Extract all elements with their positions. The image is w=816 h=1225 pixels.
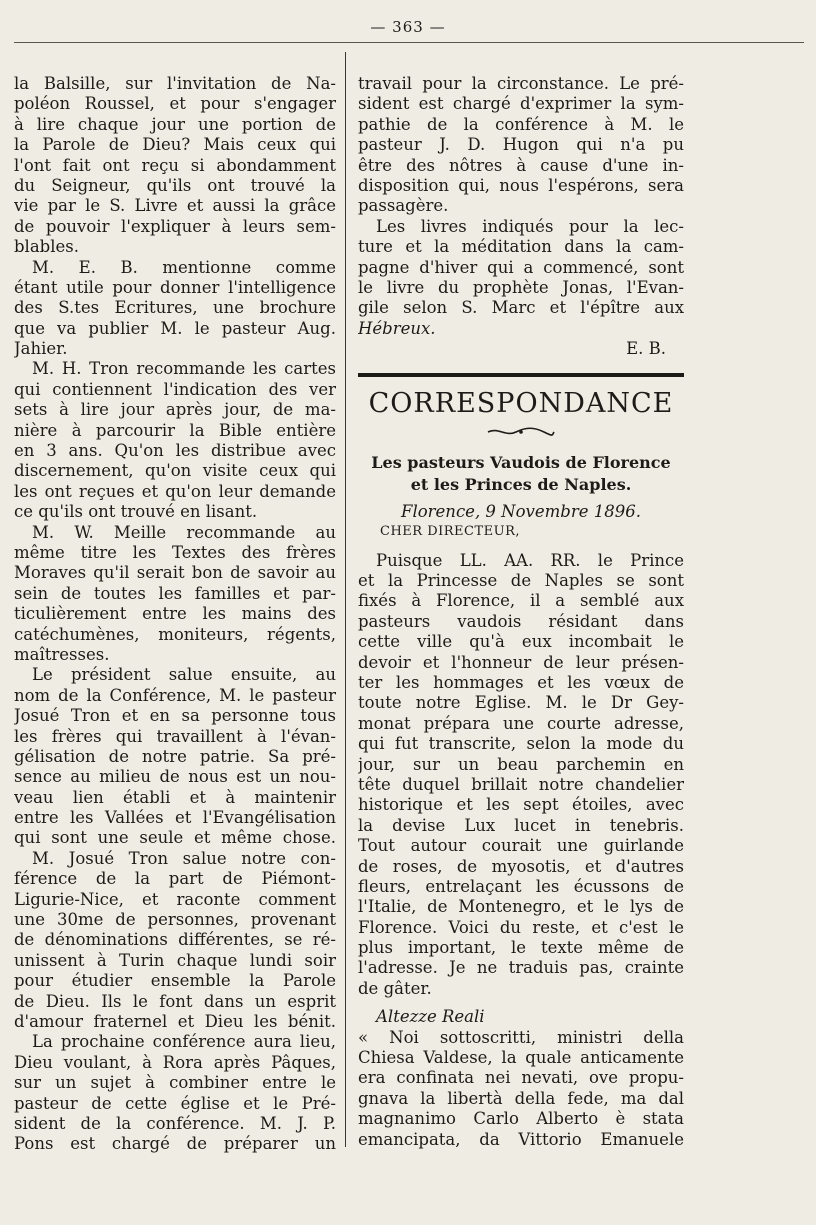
text-line: la Parole de Dieu? Mais ceux qui bbox=[14, 135, 336, 155]
text-line: sur un sujet à combiner entre le bbox=[14, 1073, 336, 1093]
text-line: qui sont une seule et même chose. bbox=[14, 828, 336, 848]
text-line: une 30me de personnes, provenant bbox=[14, 910, 336, 930]
text-line: disposition qui, nous l'espérons, sera bbox=[358, 175, 684, 195]
text-line: sein de toutes les familles et par- bbox=[14, 583, 336, 603]
text-line: de dénominations différentes, se ré- bbox=[14, 930, 336, 950]
text-line: de gâter. bbox=[358, 978, 432, 998]
text-line: les ont reçues et qu'on leur demande bbox=[14, 481, 336, 501]
text-line: en 3 ans. Qu'on les distribue avec bbox=[14, 441, 336, 461]
text-line: Florence. Voici du reste, et c'est le bbox=[358, 917, 684, 937]
text-line: être des nôtres à cause d'une in- bbox=[358, 155, 684, 175]
text-line: tête duquel brillait notre chandelier bbox=[358, 774, 684, 794]
right-column bbox=[358, 74, 684, 1150]
text-line: passagère. bbox=[358, 196, 449, 216]
text-line: M. W. Meille recommande au bbox=[32, 522, 336, 542]
text-line: cette ville qu'à eux incombait le bbox=[358, 632, 684, 652]
section-title: CORRESPONDANCE bbox=[368, 388, 674, 420]
text-line: qui contiennent l'indication des ver bbox=[14, 379, 336, 399]
flourish-ornament bbox=[358, 423, 684, 443]
text-line: l'Italie, de Montenegro, et le lys de bbox=[358, 897, 684, 917]
text-line: Le président salue ensuite, au bbox=[32, 665, 336, 685]
text-line: gélisation de notre patrie. Sa pré- bbox=[14, 746, 336, 766]
article-title: et les Princes de Naples. bbox=[410, 474, 632, 494]
text-line: ter les hommages et les vœux de bbox=[358, 673, 684, 692]
text-line: M. Josué Tron salue notre con- bbox=[32, 848, 336, 868]
page-number: — 363 — bbox=[370, 18, 446, 36]
text-line: Tout autour courait une guirlande bbox=[358, 836, 684, 856]
text-line: pasteurs vaudois résidant dans bbox=[358, 611, 684, 631]
text-line: Hébreux. bbox=[358, 318, 436, 338]
text-line: nom de la Conférence, M. le pasteur bbox=[14, 685, 336, 705]
left-column bbox=[14, 74, 336, 1155]
text-line: et la Princesse de Naples se sont bbox=[358, 571, 684, 591]
text-line: La prochaine conférence aura lieu, bbox=[32, 1032, 336, 1052]
text-line: la devise Lux lucet in tenebris. bbox=[358, 815, 684, 835]
text-line: que va publier M. le pasteur Aug. bbox=[14, 318, 336, 338]
text-line: Moraves qu'il serait bon de savoir au bbox=[14, 563, 336, 583]
text-line: la Balsille, sur l'invitation de Na- bbox=[14, 74, 336, 93]
text-line: era confinata nei nevati, ove propu- bbox=[358, 1068, 684, 1088]
text-line: vie par le S. Livre et aussi la grâce bbox=[14, 196, 336, 216]
text-line: veau lien établi et à maintenir bbox=[14, 787, 336, 807]
text-line: qui fut transcrite, selon la mode du bbox=[358, 734, 684, 754]
text-line: pasteur de cette église et le Pré- bbox=[14, 1093, 336, 1113]
text-line: Josué Tron et en sa personne tous bbox=[14, 706, 336, 726]
text-line: historique et les sept étoiles, avec bbox=[358, 795, 684, 815]
text-line: étant utile pour donner l'intelligence bbox=[14, 277, 336, 297]
text-line: « Noi sottoscritti, ministri della bbox=[358, 1027, 684, 1047]
text-line: plus important, le texte même de bbox=[358, 938, 684, 958]
text-line: des S.tes Ecritures, une brochure bbox=[14, 298, 336, 318]
text-line: gnava la libertà della fede, ma dal bbox=[358, 1088, 684, 1108]
text-line: nière à parcourir la Bible entière bbox=[14, 420, 336, 440]
text-line: gile selon S. Marc et l'épître aux bbox=[358, 298, 684, 318]
text-line: ce qu'ils ont trouvé en lisant. bbox=[14, 502, 258, 522]
text-line: Puisque LL. AA. RR. le Prince bbox=[376, 550, 684, 570]
text-line: poléon Roussel, et pour s'engager bbox=[14, 94, 336, 114]
text-line: magnanimo Carlo Alberto è stata bbox=[358, 1109, 684, 1129]
text-line: fleurs, entrelaçant les écussons de bbox=[358, 876, 684, 896]
text-line: Dieu voulant, à Rora après Pâques, bbox=[14, 1052, 336, 1072]
text-line: même titre les Textes des frères bbox=[14, 542, 336, 562]
article-title: Les pasteurs Vaudois de Florence bbox=[371, 452, 671, 472]
text-line: d'amour fraternel et Dieu les bénit. bbox=[14, 1011, 336, 1031]
text-line: sets à lire jour après jour, de ma- bbox=[14, 400, 336, 420]
column-divider bbox=[345, 52, 346, 1147]
text-line: férence de la part de Piémont- bbox=[14, 869, 336, 889]
section-separator bbox=[358, 373, 684, 377]
address-heading: Altezze Reali bbox=[376, 1007, 485, 1027]
text-line: M. E. B. mentionne comme bbox=[32, 257, 336, 277]
text-line: ticulièrement entre les mains des bbox=[14, 604, 336, 624]
flourish-icon bbox=[486, 426, 556, 438]
text-line: sence au milieu de nous est un nou- bbox=[14, 767, 336, 787]
signature: E. B. bbox=[626, 339, 666, 359]
text-line: l'ont fait ont reçu si abondamment bbox=[14, 155, 336, 175]
text-line: de pouvoir l'expliquer à leurs sem- bbox=[14, 216, 336, 236]
text-line: catéchumènes, moniteurs, régents, bbox=[14, 624, 336, 644]
text-line: Jahier. bbox=[14, 339, 68, 359]
text-line: de roses, de myosotis, et d'autres bbox=[358, 856, 684, 876]
text-line: Les livres indiqués pour la lec- bbox=[376, 216, 684, 236]
text-line: blables. bbox=[14, 237, 79, 257]
text-line: Pons est chargé de préparer un bbox=[14, 1134, 336, 1154]
text-line: sident est chargé d'exprimer la sym- bbox=[358, 94, 684, 114]
text-line: monat prépara une courte adresse, bbox=[358, 713, 684, 733]
text-line: M. H. Tron recommande les cartes bbox=[32, 359, 336, 379]
text-line: de Dieu. Ils le font dans un esprit bbox=[14, 991, 336, 1011]
text-line: discernement, qu'on visite ceux qui bbox=[14, 461, 336, 481]
text-line: maîtresses. bbox=[14, 644, 110, 664]
text-line: Chiesa Valdese, la quale anticamente bbox=[358, 1048, 684, 1068]
text-line: les frères qui travaillent à l'évan- bbox=[14, 726, 336, 746]
text-line: travail pour la circonstance. Le pré- bbox=[358, 74, 684, 93]
salutation: CHER DIRECTEUR, bbox=[380, 524, 521, 540]
text-line: devoir et l'honneur de leur présen- bbox=[358, 652, 684, 672]
text-line: du Seigneur, qu'ils ont trouvé la bbox=[14, 175, 336, 195]
text-line: entre les Vallées et l'Evangélisation bbox=[14, 808, 336, 828]
text-line: à lire chaque jour une portion de bbox=[14, 114, 336, 134]
text-line: Ligurie-Nice, et raconte comment bbox=[14, 889, 336, 909]
text-line: unissent à Turin chaque lundi soir bbox=[14, 950, 336, 970]
text-line: le livre du prophète Jonas, l'Evan- bbox=[358, 277, 684, 297]
text-line: pour étudier ensemble la Parole bbox=[14, 971, 336, 991]
text-line: l'adresse. Je ne traduis pas, crainte bbox=[358, 958, 684, 978]
dateline: Florence, 9 Novembre 1896. bbox=[401, 501, 641, 521]
text-line: fixés à Florence, il a semblé aux bbox=[358, 591, 684, 611]
text-line: sident de la conférence. M. J. P. bbox=[14, 1113, 336, 1133]
text-line: toute notre Eglise. M. le Dr Gey- bbox=[358, 693, 684, 713]
text-line: ture et la méditation dans la cam- bbox=[358, 237, 684, 257]
header-rule bbox=[14, 42, 804, 43]
text-line: jour, sur un beau parchemin en bbox=[358, 754, 684, 774]
text-line: pasteur J. D. Hugon qui n'a pu bbox=[358, 135, 684, 155]
text-line: pagne d'hiver qui a commencé, sont bbox=[358, 257, 684, 277]
text-line: emancipata, da Vittorio Emanuele bbox=[358, 1129, 684, 1149]
text-line: pathie de la conférence à M. le bbox=[358, 114, 684, 134]
